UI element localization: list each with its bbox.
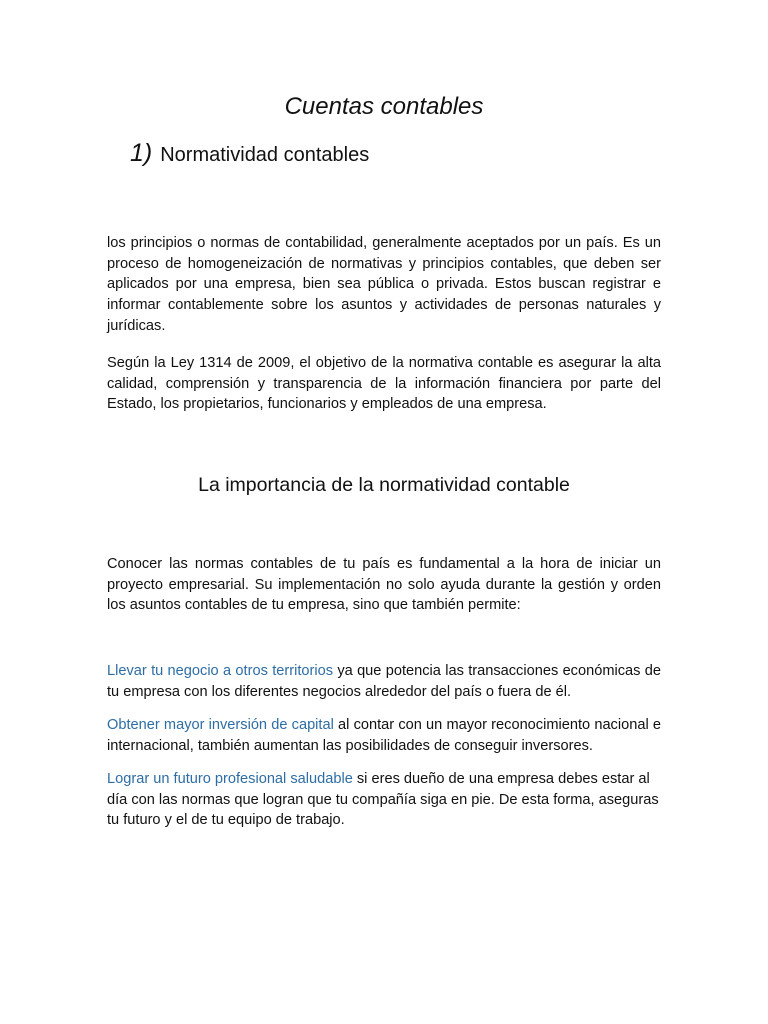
benefit-text: si eres dueño de una empresa debes estar al día con las normas que logran que tu compañía siga en pie. De esta forma, aseguras tu futuro y el de tu equipo de trabajo. (107, 771, 659, 829)
section-heading (130, 139, 369, 171)
benefit-link-territorios[interactable]: Llevar tu negocio a otros territorios (107, 663, 334, 679)
paragraph-intro: Conocer las normas contables de tu país es fundamental a la hora de iniciar un proyecto empresarial. Su implementación no solo ayuda durante la gestión y orden los asuntos contables de tu empresa, sino que también permite: (107, 556, 661, 614)
benefit-item (107, 715, 661, 756)
paragraph-law: Según la Ley 1314 de 2009, el objetivo de la normativa contable es asegurar la alta calidad, comprensión y transparencia de la información financiera por parte del Estado, los propietarios, funcionarios y empleados de una empresa. (107, 355, 661, 413)
paragraph-definition: los principios o normas de contabilidad, generalmente aceptados por un país. Es un proceso de homogeneización de normativas y principios contables, que deben ser aplicados por una empresa, bien sea pública o privada. Estos buscan registrar e informar contablemente sobre los asuntos y actividades de personas naturales y jurídicas. (107, 235, 661, 334)
benefit-item (107, 661, 661, 702)
document-title: Cuentas contables (284, 93, 484, 120)
benefit-text: ya que potencia las transacciones económicas de tu empresa con los diferentes negocios alrededor del país o fuera de él. (107, 663, 661, 700)
benefit-link-inversion[interactable]: Obtener mayor inversión de capital (107, 717, 334, 733)
benefit-item (107, 769, 661, 831)
section-heading-text: Normatividad contables (160, 144, 370, 166)
section-number: 1) (130, 139, 153, 167)
section-subtitle: La importancia de la normatividad contable (198, 474, 570, 496)
benefit-text: al contar con un mayor reconocimiento nacional e internacional, también aumentan las posibilidades de conseguir inversores. (107, 717, 661, 754)
benefit-link-futuro[interactable]: Lograr un futuro profesional saludable (107, 771, 353, 787)
